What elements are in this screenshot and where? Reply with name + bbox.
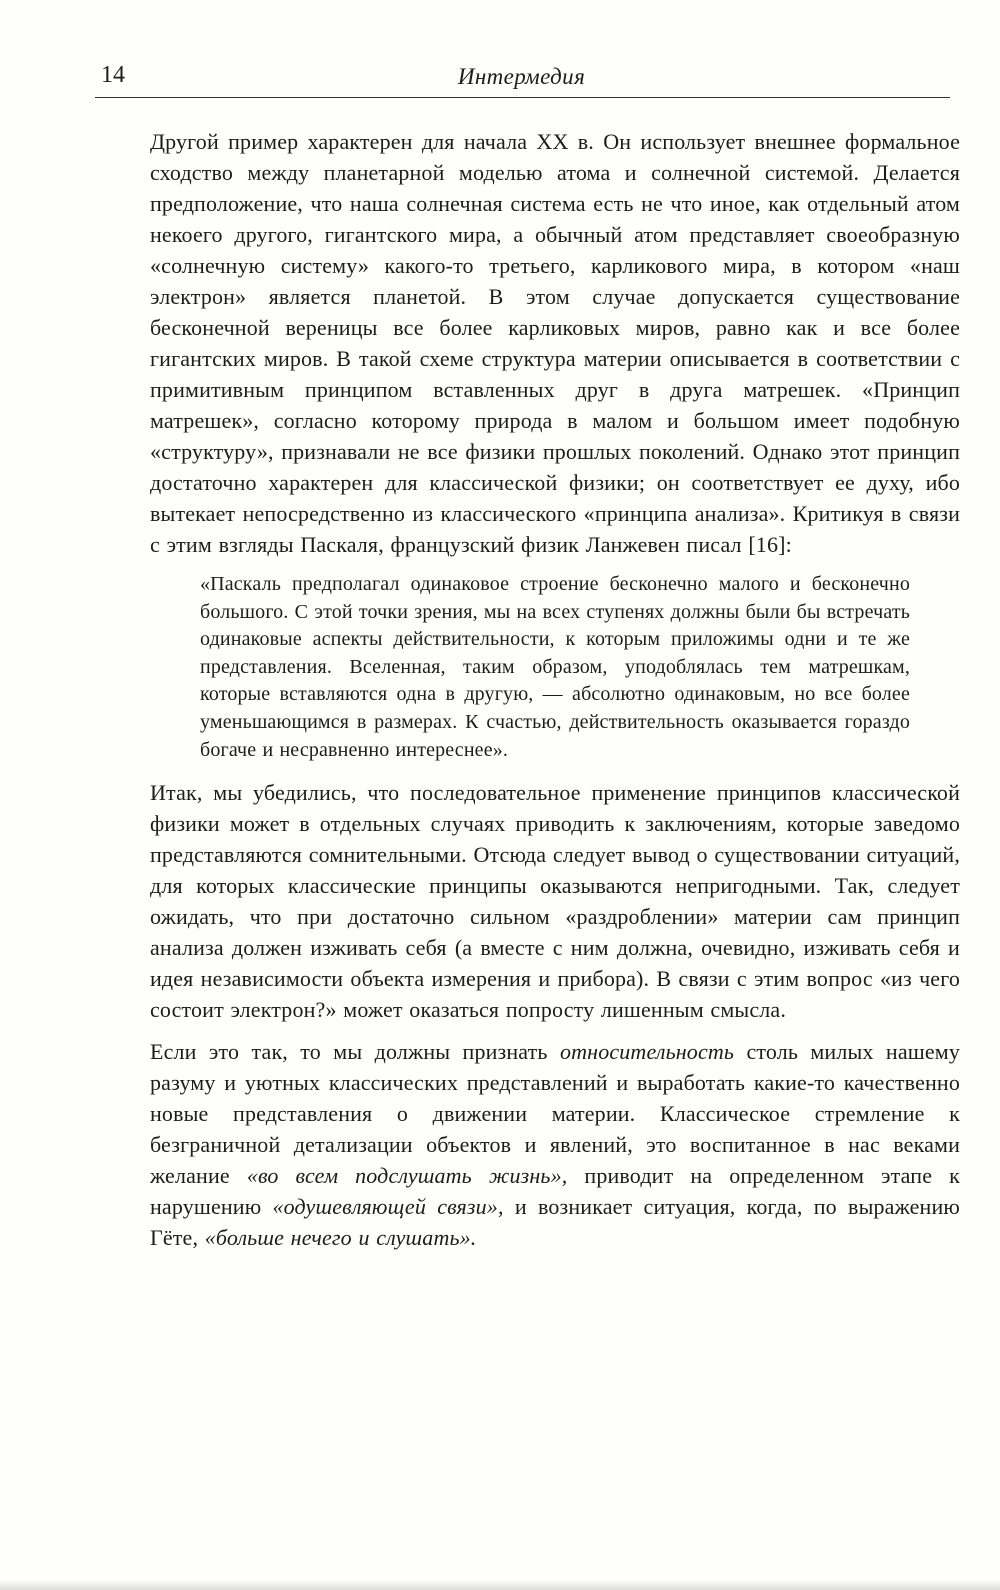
text-run-italic: «одушевляющей связи», xyxy=(272,1194,504,1220)
header-rule xyxy=(95,97,950,98)
paragraph-2: Итак, мы убедились, что последовательное применение принципов классической физики может в отдельных случаях приводить к заключениям, которые заведомо представляются сомнительными. Отсюда следует вывод о существовании ситуаций, для которых классические принципы оказываются непригодными. Так, следует ожидать, что при достаточно сильном «раздроблении» материи сам принцип анализа должен изживать себя (а вместе с ним должна, очевидно, изживать себя и идея независимости объекта измерения и прибора). В связи с этим вопрос «из чего состоит электрон?» может оказаться попросту лишенным смысла. xyxy=(150,780,960,1023)
text-run-italic: относительность xyxy=(559,1039,735,1065)
text-run-italic: «во всем подслушать жизнь», xyxy=(246,1163,568,1189)
page-number: 14 xyxy=(101,62,125,88)
text-run: Если это так, то мы должны признать xyxy=(150,1039,560,1065)
page-content xyxy=(150,126,960,1253)
paragraph-3 xyxy=(150,1036,960,1253)
running-title: Интермедия xyxy=(457,64,586,89)
paragraph-1: Другой пример характерен для начала XX в. Он использует внешнее формальное сходство между планетарной моделью атома и солнечной системой. Делается предположение, что наша солнечная система есть не что иное, как отдельный атом некоего другого, гигантского мира, а обычный атом представляет своеобразную «солнечную систему» какого-то третьего, карликового мира, в котором «наш электрон» является планетой. В этом случае допускается существование бесконечной вереницы все более карликовых миров, равно как и все более гигантских миров. В такой схеме структура материи описывается в соответствии с примитивным принципом вставленных друг в друга матрешек. «Принцип матрешек», согласно которому природа в малом и большом имеет подобную «структуру», признавали не все физики прошлых поколений. Однако этот принцип достаточно характерен для классической физики; он соответствует ее духу, ибо вытекает непосредственно из классического «принципа анализа». Критикуя в связи с этим взгляды Паскаля, французский физик Ланжевен писал [16]: xyxy=(150,129,960,557)
text-run: столь милых нашему разуму и уютных классических представлений и выработать какие-то качественно новые представления о движении материи. Классическое стремление к безграничной детализации объектов и явлений, это воспитанное в нас веками желание xyxy=(150,1039,960,1189)
text-run-italic: «больше нечего и слушать». xyxy=(204,1225,477,1251)
text-run: приводит на определенном этапе к нарушению xyxy=(150,1163,961,1220)
scan-shadow xyxy=(0,1580,1000,1590)
running-head xyxy=(95,0,948,90)
text-run: и возникает ситуация, когда, по выражению Гёте, xyxy=(150,1194,960,1251)
block-quote-langevin: «Паскаль предполагал одинаковое строение бесконечно малого и бесконечно большого. С этой точки зрения, мы на всех ступенях должны были бы встречать одинаковые аспекты действительности, к которым приложимы одни и те же представления. Вселенная, таким образом, уподоблялась тем матрешкам, которые вставляются одна в другую, — абсолютно одинаковым, но все более уменьшающимся в размерах. К счастью, действительность оказывается гораздо богаче и несравненно интереснее». xyxy=(200,573,910,761)
